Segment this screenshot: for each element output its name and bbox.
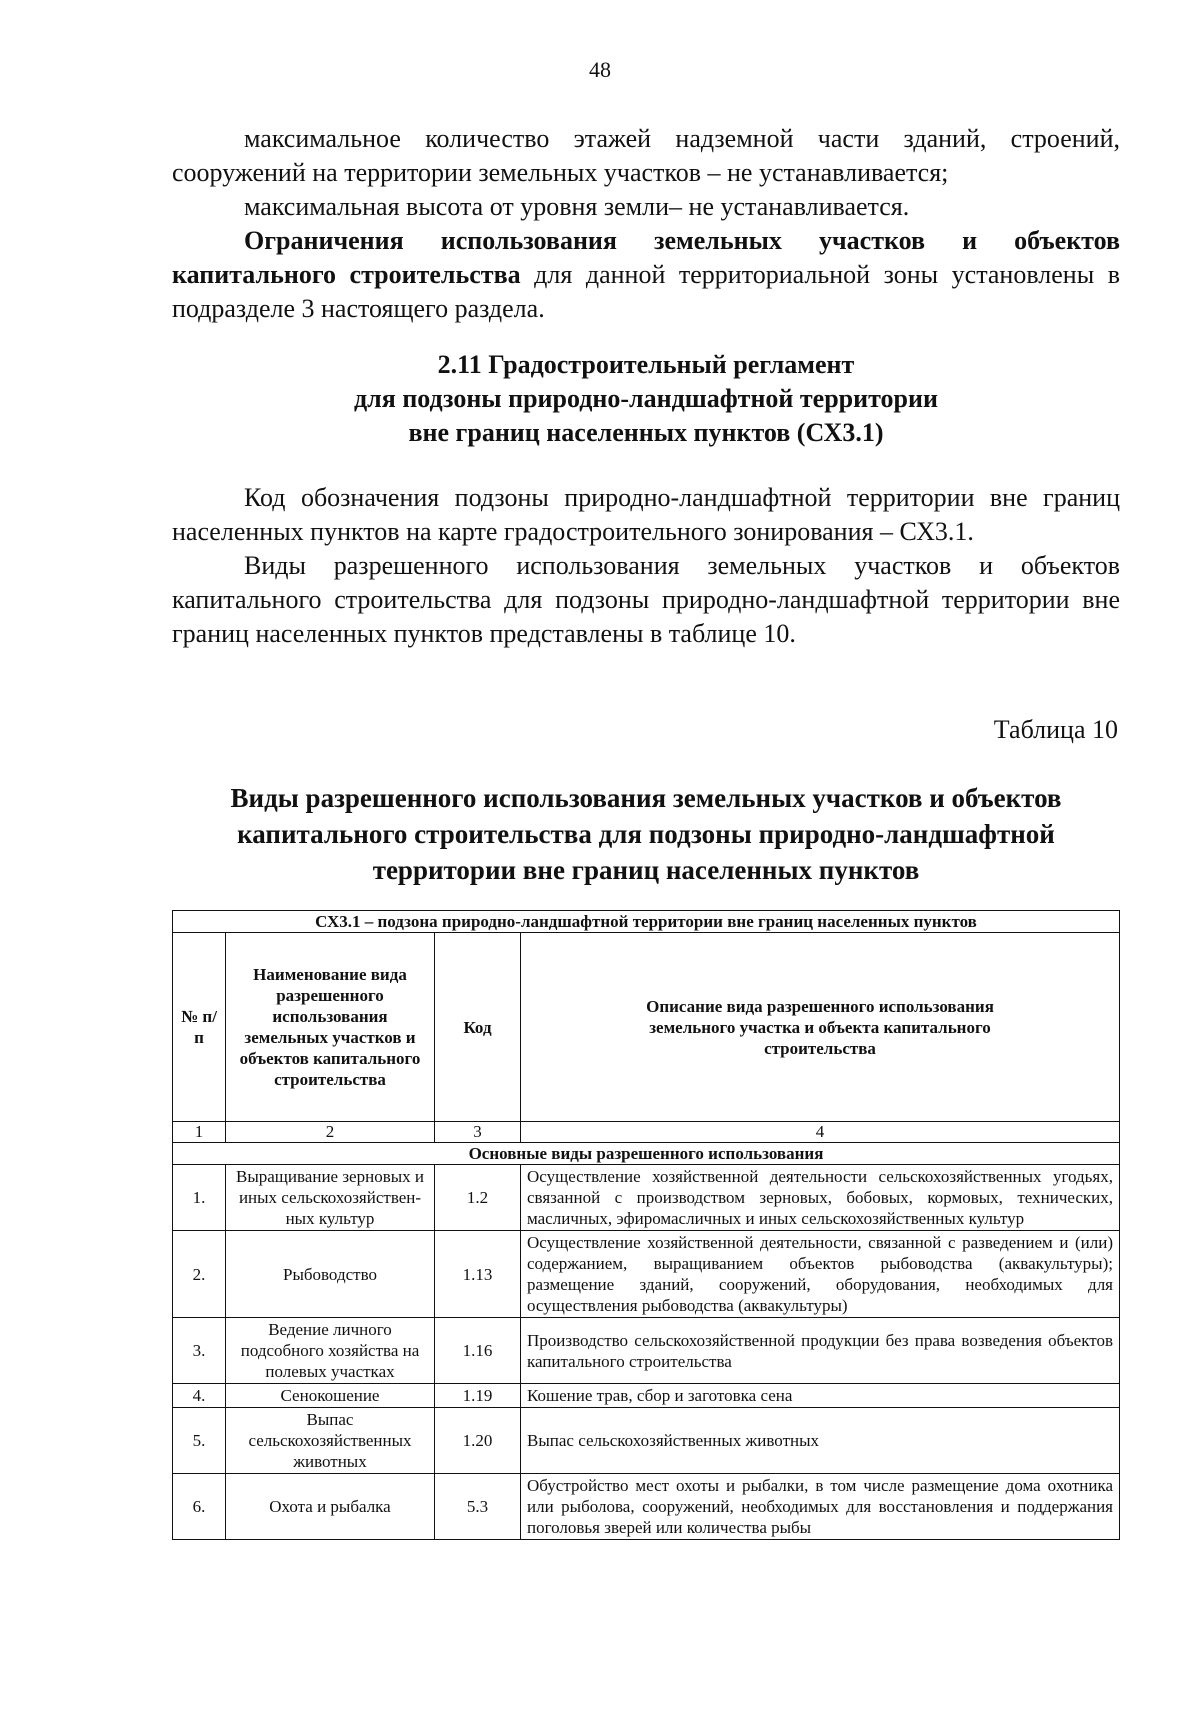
table-heading bbox=[172, 780, 1120, 888]
section-heading-line-3: вне границ населенных пунктов (СХ3.1) bbox=[408, 418, 884, 447]
row-desc: Выпас сельскохозяйственных животных bbox=[521, 1408, 1120, 1474]
intro-paragraph-3 bbox=[172, 224, 1120, 326]
section-heading-line-1: 2.11 Градостроительный регламент bbox=[437, 350, 855, 379]
row-code: 1.13 bbox=[435, 1231, 521, 1318]
row-num: 3. bbox=[173, 1318, 226, 1384]
section-row bbox=[173, 1143, 1120, 1165]
table-row bbox=[173, 1384, 1120, 1408]
column-number: 4 bbox=[521, 1122, 1120, 1143]
body-text bbox=[172, 481, 1120, 651]
intro-paragraph-2: максимальная высота от уровня земли– не устанавливается. bbox=[244, 192, 910, 221]
column-number: 3 bbox=[435, 1122, 521, 1143]
row-num: 1. bbox=[173, 1165, 226, 1231]
table-label: Таблица 10 bbox=[993, 715, 1118, 744]
row-code: 5.3 bbox=[435, 1474, 521, 1540]
row-desc: Производство сельскохозяйственной продукции без права возведения объектов капитального строительства bbox=[521, 1318, 1120, 1384]
row-num: 6. bbox=[173, 1474, 226, 1540]
body-paragraph-2: Виды разрешенного использования земельных участков и объектов капитального строительства для подзоны природно-ландшафтной территории вне границ населенных пунктов представлены в таблице 10. bbox=[172, 551, 1120, 648]
row-code: 1.16 bbox=[435, 1318, 521, 1384]
table-heading-line-1: Виды разрешенного использования земельных участков и объектов bbox=[230, 783, 1062, 813]
row-code: 1.2 bbox=[435, 1165, 521, 1231]
row-name: Выпас сельскохозяйственных животных bbox=[226, 1408, 435, 1474]
restrictions-rest-text: для данной территориальной зоны установлены в подразделе 3 настоящего раздела. bbox=[172, 260, 1120, 323]
body-paragraph-1: Код обозначения подзоны природно-ландшафтной территории вне границ населенных пунктов на карте градостроительного зонирования – СХ3.1. bbox=[172, 483, 1120, 546]
row-desc: Осуществление хозяйственной деятельности, связанной с разведением и (или) содержанием, выращиванием объектов рыбоводства (аквакультуры); размещение зданий, сооружений, оборудования, необходимых для осуществления рыбоводства (аквакультуры) bbox=[521, 1231, 1120, 1318]
restrictions-bold-text: Ограничения использования земельных участков и объектов капитального строительства bbox=[172, 226, 1120, 289]
intro-text bbox=[172, 122, 1120, 326]
table-row bbox=[173, 1474, 1120, 1540]
row-name: Ведение личного подсобного хозяйства на полевых участках bbox=[226, 1318, 435, 1384]
table-row bbox=[173, 1231, 1120, 1318]
row-num: 4. bbox=[173, 1384, 226, 1408]
section-heading bbox=[172, 348, 1120, 450]
header-num: № п/п bbox=[173, 933, 226, 1122]
table-heading-line-3: территории вне границ населенных пунктов bbox=[372, 855, 920, 885]
land-use-table bbox=[172, 910, 1120, 1540]
row-desc: Кошение трав, сбор и заготовка сена bbox=[521, 1384, 1120, 1408]
row-desc: Обустройство мест охоты и рыбалки, в том числе размещение дома охотника или рыболова, сооружений, необходимых для восстановления и поддержания поголовья зверей или количества рыбы bbox=[521, 1474, 1120, 1540]
page-number: 48 bbox=[589, 57, 611, 82]
zone-title: СХ3.1 – подзона природно-ландшафтной территории вне границ населенных пунктов bbox=[173, 911, 1120, 933]
row-name: Сенокошение bbox=[226, 1384, 435, 1408]
section-title: Основные виды разрешенного использования bbox=[173, 1143, 1120, 1165]
header-desc: Описание вида разрешенного использования земельного участка и объекта капитального строительства bbox=[521, 933, 1120, 1122]
zone-title-row bbox=[173, 911, 1120, 933]
section-heading-line-2: для подзоны природно-ландшафтной территории bbox=[354, 384, 938, 413]
row-name: Рыбоводство bbox=[226, 1231, 435, 1318]
column-numbers-row bbox=[173, 1122, 1120, 1143]
table-row bbox=[173, 1318, 1120, 1384]
header-name: Наименование вида разрешенного использования земельных участков и объектов капитального строительства bbox=[226, 933, 435, 1122]
table-row bbox=[173, 1165, 1120, 1231]
row-num: 2. bbox=[173, 1231, 226, 1318]
table-heading-line-2: капитального строительства для подзоны природно-ландшафтной bbox=[237, 819, 1055, 849]
column-number: 2 bbox=[226, 1122, 435, 1143]
column-number: 1 bbox=[173, 1122, 226, 1143]
row-name: Выращивание зерновых и иных сельскохозяйствен-ных культур bbox=[226, 1165, 435, 1231]
row-num: 5. bbox=[173, 1408, 226, 1474]
intro-paragraph-1: максимальное количество этажей надземной части зданий, строений, сооружений на территории земельных участков – не устанавливается; bbox=[172, 124, 1120, 187]
table-row bbox=[173, 1408, 1120, 1474]
row-code: 1.19 bbox=[435, 1384, 521, 1408]
row-code: 1.20 bbox=[435, 1408, 521, 1474]
row-name: Охота и рыбалка bbox=[226, 1474, 435, 1540]
header-row bbox=[173, 933, 1120, 1122]
header-code: Код bbox=[435, 933, 521, 1122]
row-desc: Осуществление хозяйственной деятельности сельскохозяйственных угодьях, связанной с производством зерновых, бобовых, кормовых, технических, масличных, эфиромасличных и иных сельскохозяйственных культур bbox=[521, 1165, 1120, 1231]
